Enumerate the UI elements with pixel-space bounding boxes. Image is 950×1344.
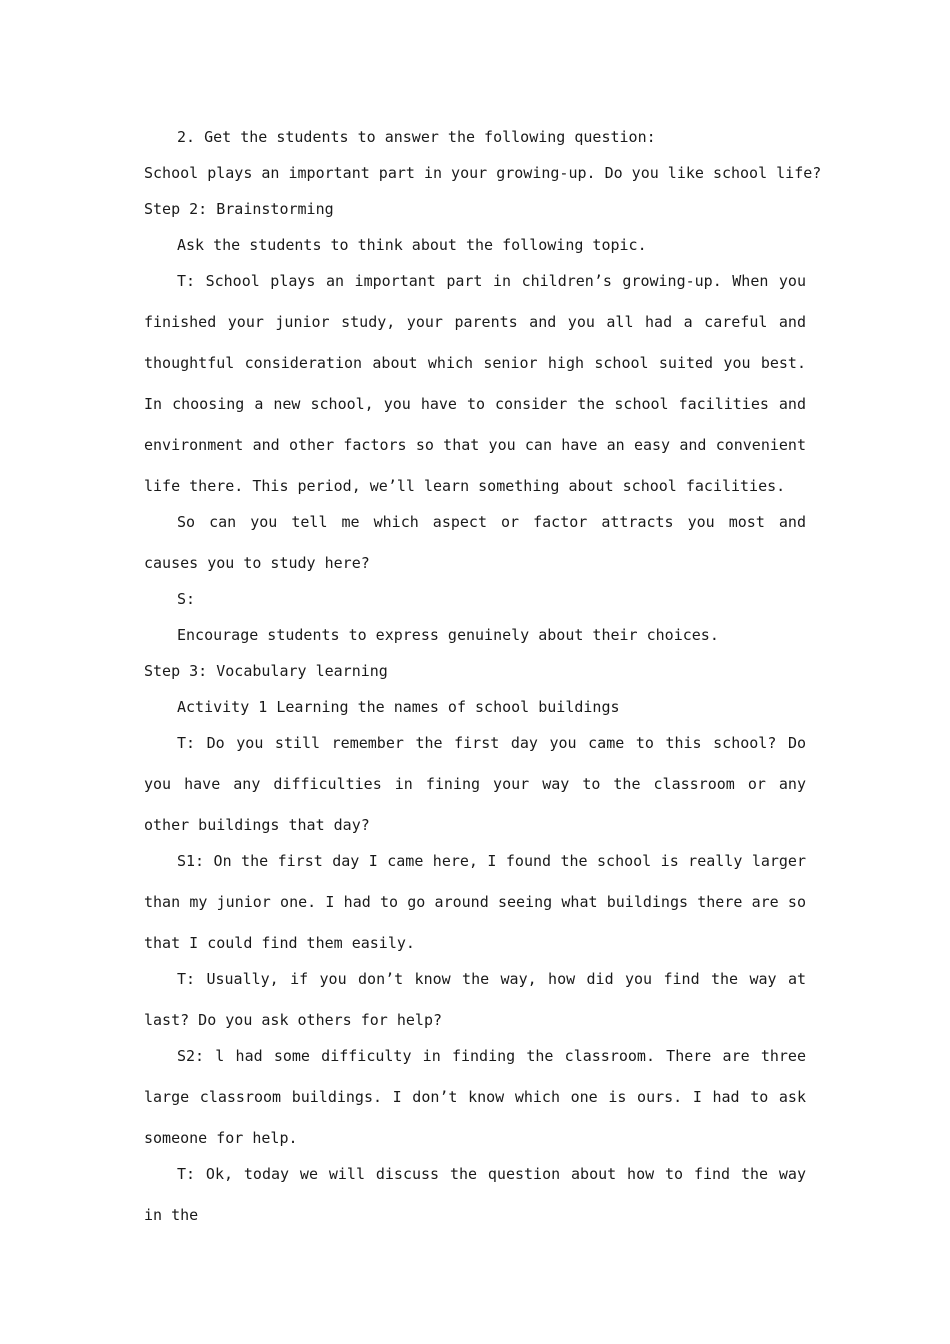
paragraph-question: School plays an important part in your growing-up. Do you like school life? [144,164,822,182]
paragraph-brainstorm-task: Ask the students to think about the following topic. [177,236,647,254]
paragraph-student-answer: S: [177,590,196,608]
paragraph-teacher-find-way: T: Usually, if you don’t know the way, how did you find the way at last? Do you ask others for help? [144,970,806,1029]
paragraph-encourage: Encourage students to express genuinely about their choices. [177,626,719,644]
heading-step-3: Step 3: Vocabulary learning [144,662,388,680]
paragraph-s2-answer: S2: l had some difficulty in finding the classroom. There are three large classroom buildings. I don’t know which one is ours. I had to ask someone for help. [144,1047,806,1147]
heading-step-2: Step 2: Brainstorming [144,200,334,218]
paragraph-teacher-question: So can you tell me which aspect or factor attracts you most and causes you to study here? [144,513,806,572]
paragraph-question-intro: 2. Get the students to answer the following question: [177,128,656,146]
paragraph-s1-answer: S1: On the first day I came here, I found the school is really larger than my junior one. I had to go around seeing what buildings there are so that I could find them easily. [144,852,806,952]
heading-activity-1: Activity 1 Learning the names of school buildings [177,698,620,716]
paragraph-teacher-discuss: T: Ok, today we will discuss the question about how to find the way in the [144,1165,806,1224]
paragraph-teacher-first-day: T: Do you still remember the first day you came to this school? Do you have any difficulties in fining your way to the classroom or any other buildings that day? [144,734,806,834]
document-body [144,126,822,1240]
paragraph-teacher-intro: T: School plays an important part in children’s growing-up. When you finished your junior study, your parents and you all had a careful and thoughtful consideration about which senior high school suited you best. In choosing a new school, you have to consider the school facilities and environment and other factors so that you can have an easy and convenient life there. This period, we’ll learn something about school facilities. [144,272,806,495]
